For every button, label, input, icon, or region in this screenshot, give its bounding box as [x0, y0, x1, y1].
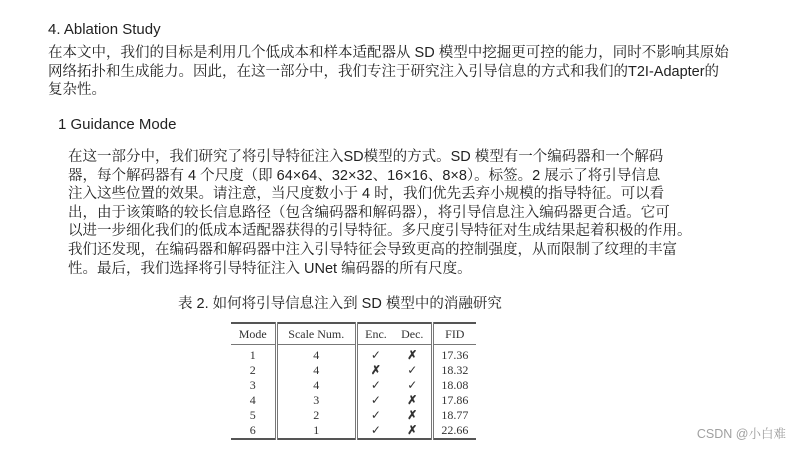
cell-enc: ✓ [370, 378, 381, 392]
cell-mode: 3 [231, 378, 276, 393]
cell-scale-num: 4 [276, 363, 356, 378]
cell-dec: ✗ [394, 408, 432, 423]
cell-mode: 1 [231, 345, 276, 364]
cell-mode: 6 [231, 423, 276, 439]
cell-enc: ✓ [370, 393, 381, 407]
body-line: 以进一步细化我们的低成本适配器获得的引导特征。多尺度引导特征对生成结果起着积极的作用。 [68, 223, 692, 240]
cell-dec: ✓ [394, 363, 432, 378]
intro-line: 复杂性。 [48, 82, 106, 98]
cell-fid: 17.36 [441, 348, 469, 362]
ablation-table [231, 322, 476, 440]
header-fid: FID [432, 323, 476, 345]
cell-scale-num: 1 [276, 423, 356, 439]
cell-dec: ✗ [394, 345, 432, 364]
cell-dec: ✓ [394, 378, 432, 393]
intro-paragraph [48, 44, 729, 100]
watermark: CSDN @小白难 [696, 427, 786, 441]
table-row [231, 378, 476, 393]
cell-fid: 18.08 [441, 378, 469, 392]
table-caption: 表 2. 如何将引导信息注入到 SD 模型中的消融研究 [178, 296, 502, 312]
subsection-title: 1 Guidance Mode [58, 116, 177, 133]
cell-enc: ✓ [370, 423, 381, 437]
cell-dec: ✗ [394, 393, 432, 408]
table-row [231, 408, 476, 423]
cell-fid: 22.66 [441, 423, 469, 437]
header-mode: Mode [231, 323, 276, 345]
intro-line: 网络拓扑和生成能力。因此，在这一部分中，我们专注于研究注入引导信息的方式和我们的T2I-Adapter的 [48, 63, 720, 80]
header-scale-num: Scale Num. [276, 323, 356, 345]
body-line: 出，由于该策略的较长信息路径（包含编码器和解码器），将引导信息注入编码器更合适。它可 [68, 204, 670, 221]
body-line: 在这一部分中，我们研究了将引导特征注入SD模型的方式。SD 模型有一个编码器和一个解码 [68, 149, 664, 165]
body-line: 我们还发现，在编码器和解码器中注入引导特征会导致更高的控制强度，从而限制了纹理的丰富 [68, 241, 677, 258]
table-row [231, 423, 476, 439]
cell-mode: 5 [231, 408, 276, 423]
intro-line: 在本文中，我们的目标是利用几个低成本和样本适配器从 SD 模型中挖掘更可控的能力，同时不影响其原始 [48, 45, 729, 61]
cell-scale-num: 4 [276, 378, 356, 393]
cell-enc: ✓ [370, 348, 381, 362]
cell-enc: ✗ [370, 363, 381, 377]
body-paragraph [68, 148, 692, 278]
table-row [231, 345, 476, 364]
cell-fid: 18.32 [441, 363, 469, 377]
cell-scale-num: 4 [276, 345, 356, 364]
body-line: 注入这些位置的效果。请注意，当尺度数小于 4 时，我们优先丢弃小规模的指导特征。可以看 [68, 186, 665, 203]
header-dec: Dec. [394, 323, 432, 345]
table-row [231, 393, 476, 408]
cell-scale-num: 2 [276, 408, 356, 423]
section-title: 4. Ablation Study [48, 21, 161, 38]
cell-dec: ✗ [394, 423, 432, 439]
table-row [231, 363, 476, 378]
cell-fid: 18.77 [441, 408, 469, 422]
cell-enc: ✓ [370, 408, 381, 422]
header-enc: Enc. [357, 323, 394, 345]
cell-fid: 17.86 [441, 393, 469, 407]
body-line: 器，每个解码器有 4 个尺度（即 64×64、32×32、16×16、8×8）。标签。2 展示了将引导信息 [68, 167, 661, 184]
cell-mode: 2 [231, 363, 276, 378]
body-line: 性。最后，我们选择将引导特征注入 UNet 编码器的所有尺度。 [68, 260, 472, 277]
cell-scale-num: 3 [276, 393, 356, 408]
cell-mode: 4 [231, 393, 276, 408]
table-header-row [231, 323, 476, 345]
